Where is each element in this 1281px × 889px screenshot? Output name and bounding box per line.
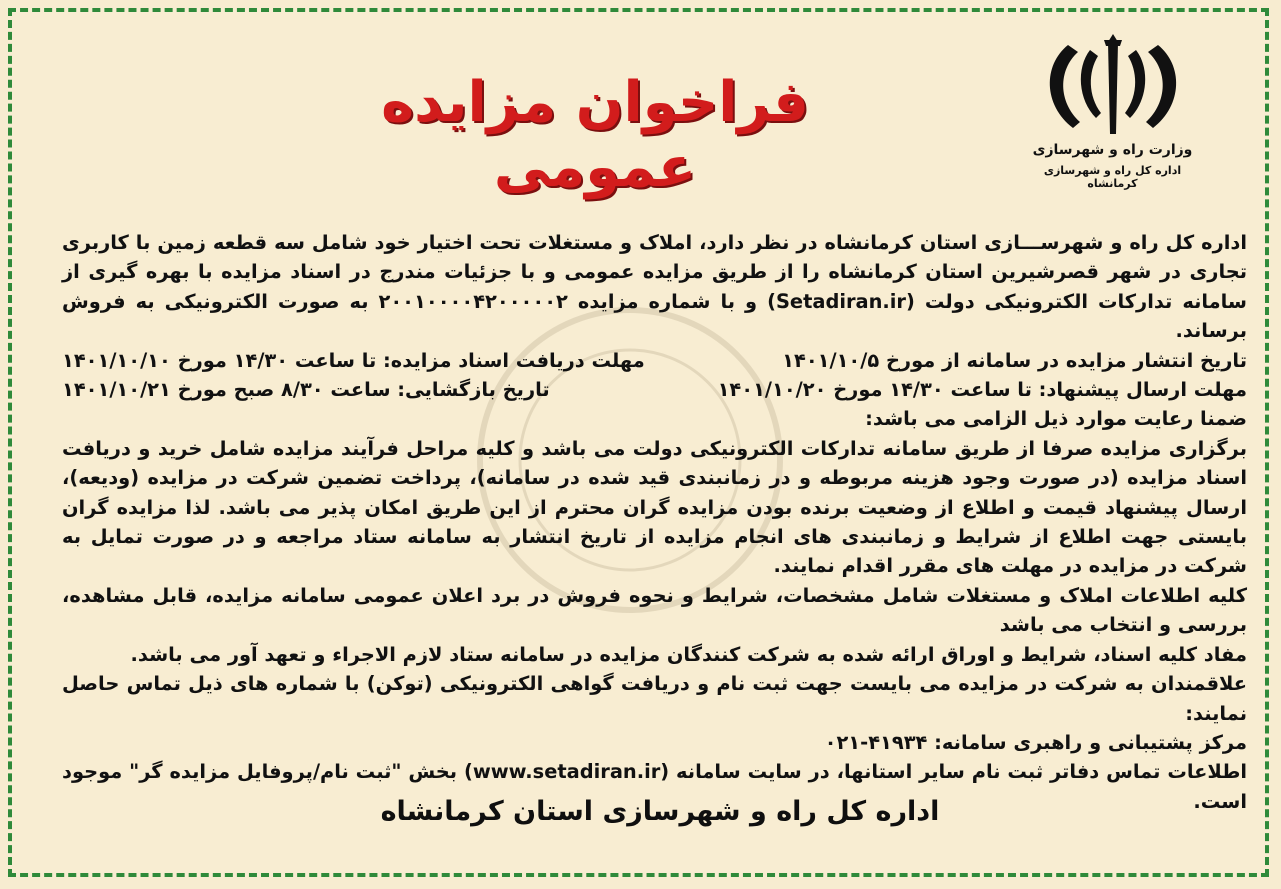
note-item: مفاد کلیه اسناد، شرایط و اوراق ارائه شده به شرکت کنندگان مزایده در سامانه ستاد لازم الاجراء و تعهد آور می باشد. [130, 642, 1247, 666]
docs-deadline: مهلت دریافت اسناد مزایده: تا ساعت ۱۴/۳۰ مورخ ۱۴۰۱/۱۰/۱۰ [62, 348, 645, 372]
office-name-small: اداره کل راه و شهرسازی کرمانشاه [1043, 164, 1182, 190]
note-item: برگزاری مزایده صرفا از طریق سامانه تدارکات الکترونیکی دولت می باشد و کلیه مراحل فرآیند مزایده شامل خرید و دریافت اسناد مزایده (در صورت وجود هزینه مربوطه و در زمانبندی قید شده در سامانه)، پرداخت تضمین شرکت در مزایده (ودیعه)، ارسال پیشنهاد قیمت و اطلاع از وضعیت برنده بودن مزایده گران محترم از این طریق امکان پذیر می باشد. لذا مزایده گران بایستی جهت اطلاع از شرایط و زمانبندی های انجام مزایده از تاریخ انتشار به سامانه ستاد مراجعه و در صورت تمایل به شرکت در مزایده در مهلت های مقرر اقدام نمایند. [62, 436, 1247, 578]
note-item: اطلاعات تماس دفاتر ثبت نام سایر استانها، در سایت سامانه (www.setadiran.ir) بخش "ثبت نام/پروفایل مزایده گر" موجود است. [62, 760, 1247, 813]
note-item: علاقمندان به شرکت در مزایده می بایست جهت ثبت نام و دریافت گواهی الکترونیکی (توکن) با شماره های ذیل تماس حاصل نمایند: [62, 672, 1247, 725]
note-item: کلیه اطلاعات املاک و مستغلات شامل مشخصات، شرایط و نحوه فروش در برد اعلان عمومی سامانه مزایده، قابل مشاهده، بررسی و انتخاب می باشد [62, 583, 1247, 637]
ministry-logo [1020, 30, 1205, 190]
emblem-icon [1038, 30, 1188, 140]
opening-date: تاریخ بازگشایی: ساعت ۸/۳۰ صبح مورخ ۱۴۰۱/۱۰/۲۱ [62, 378, 550, 402]
notice-title: فراخوان مزایده عمومی [381, 70, 809, 200]
ministry-name: وزارت راه و شهرسازی [1032, 142, 1193, 158]
footer-signature: اداره کل راه و شهرسازی استان کرمانشاه [380, 796, 940, 827]
notes-heading: ضمنا رعایت موارد ذیل الزامی می باشد: [865, 407, 1247, 431]
notice-body [62, 228, 1247, 816]
intro-paragraph: اداره کل راه و شهرســـازی استان کرمانشاه در نظر دارد، املاک و مستغلات تحت اختیار خود شامل سه قطعه زمین با کاربری تجاری در شهر قصرشیرین استان کرمانشاه را از طریق مزایده عمومی و با جزئیات مندرج در اسناد مزایده با بهره گیری از سامانه تدارکات الکترونیکی دولت (Setadiran.ir) و با شماره مزایده ۲۰۰۱۰۰۰۰۴۲۰۰۰۰۰۲ به صورت الکترونیکی به فروش برساند. [62, 231, 1247, 343]
support-phone: مرکز پشتیبانی و راهبری سامانه: ۴۱۹۳۴-۰۲۱ [824, 730, 1247, 754]
publish-date: تاریخ انتشار مزایده در سامانه از مورخ ۱۴۰۱/۱۰/۵ [782, 348, 1247, 372]
dates-row-1 [62, 346, 1247, 375]
dates-row-2 [62, 375, 1247, 404]
offer-deadline: مهلت ارسال پیشنهاد: تا ساعت ۱۴/۳۰ مورخ ۱۴۰۱/۱۰/۲۰ [717, 378, 1247, 402]
